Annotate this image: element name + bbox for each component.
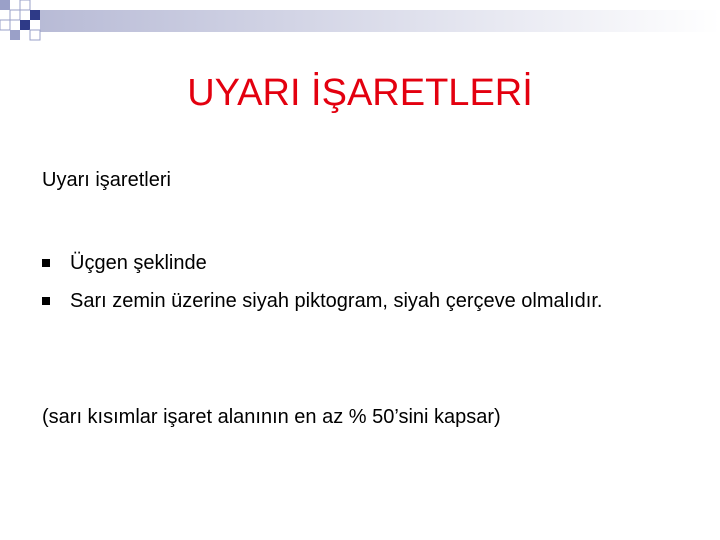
deco-square-4 [30,10,40,20]
deco-square-1 [0,0,10,10]
header-decoration [0,0,720,50]
slide-subtitle: Uyarı işaretleri [42,169,171,191]
slide-title: UYARI İŞARETLERİ [187,72,533,114]
deco-square-6 [20,20,30,30]
square-bullet-icon [42,259,50,267]
square-bullet-icon [42,297,50,305]
deco-square-5 [0,20,10,30]
deco-square-7 [10,30,20,40]
slide-note: (sarı kısımlar işaret alanının en az % 50’sini kapsar) [42,406,501,428]
deco-square-8 [30,30,40,40]
deco-square-2 [20,0,30,10]
bullet-text: Üçgen şeklinde [70,252,207,274]
bullet-text: Sarı zemin üzerine siyah piktogram, siyah çerçeve olmalıdır. [70,290,603,312]
deco-square-3 [10,10,20,20]
header-gradient-band [40,10,720,32]
